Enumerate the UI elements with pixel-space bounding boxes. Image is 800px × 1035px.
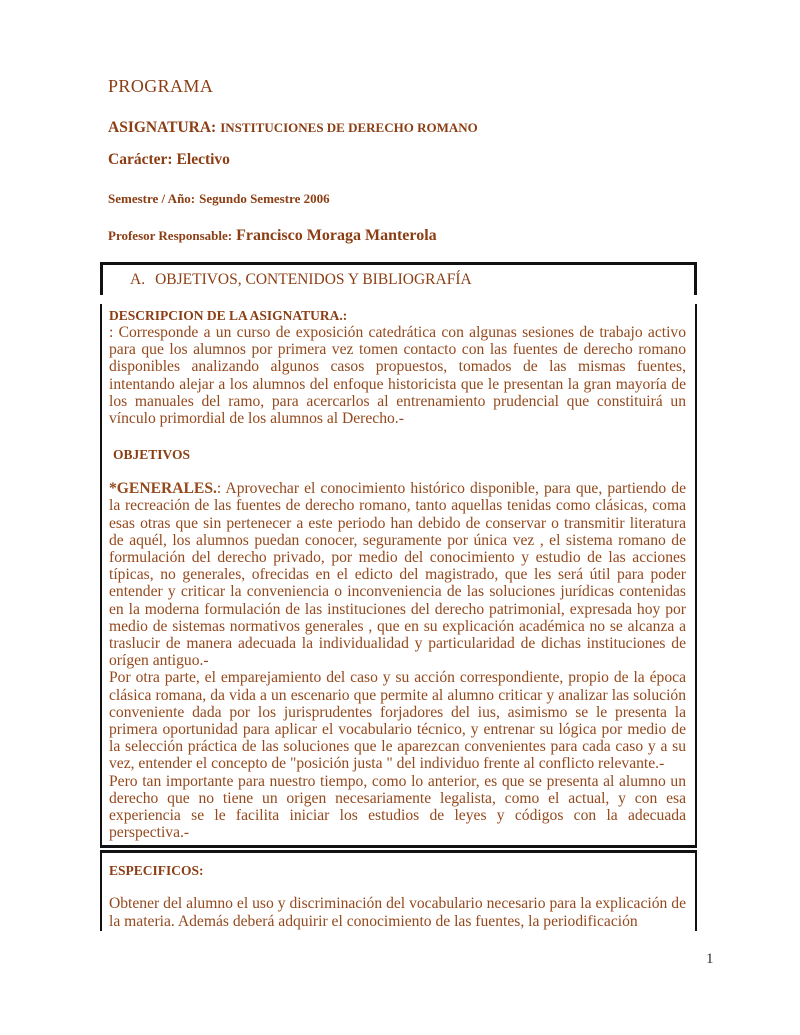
document-title: PROGRAMA xyxy=(108,76,214,96)
especificos-heading: ESPECIFICOS: xyxy=(109,863,204,879)
field-asignatura-value: INSTITUCIONES DE DERECHO ROMANO xyxy=(220,120,478,135)
section-a-letter: A. xyxy=(130,271,146,288)
generales-paragraph xyxy=(109,480,686,669)
especificos-body: Obtener del alumno el uso y discriminación del vocabulario necesario para la explicación de la materia. Además deberá adquirir el conocimiento de las fuentes, la periodificación xyxy=(109,895,686,930)
field-asignatura xyxy=(108,119,697,137)
section-a-title: OBJETIVOS, CONTENIDOS Y BIBLIOGRAFÍA xyxy=(155,271,472,288)
field-caracter-value: Electivo xyxy=(176,151,230,168)
field-semestre-value: Segundo Semestre 2006 xyxy=(199,191,330,206)
generales-label: *GENERALES. xyxy=(109,480,217,498)
objetivos-paragraph-2: Por otra parte, el emparejamiento del caso y su acción correspondiente, propio de la época clásica romana, da vida a un escenario que permite al alumno criticar y analizar las solución conveniente dada por los jurisprudentes forjadores del ius, asimismo se le presenta la primera oportunidad para aplicar el vocabulario técnico, y entrenar su lógica por medio de la selección práctica de las soluciones que le aparezcan convenientes para cada caso y a su vez, entender el concepto de "posición justa " del individuo frente al conflicto relevante.- xyxy=(109,669,686,773)
field-asignatura-label: ASIGNATURA: xyxy=(108,119,217,136)
description-heading: DESCRIPCION DE LA ASIGNATURA.: xyxy=(109,308,348,323)
section-a-header xyxy=(100,262,697,295)
objetivos-heading: OBJETIVOS xyxy=(113,447,191,463)
field-semestre-label: Semestre / Año: xyxy=(108,191,196,206)
field-profesor-value: Francisco Moraga Manterola xyxy=(236,227,437,244)
description-objectives-box xyxy=(100,304,697,848)
field-profesor-label: Profesor Responsable: xyxy=(108,228,233,243)
field-profesor xyxy=(108,227,697,245)
especificos-box xyxy=(100,850,697,931)
field-semestre xyxy=(108,190,697,208)
objetivos-paragraph-3: Pero tan importante para nuestro tiempo, como lo anterior, es que se presenta al alumno un derecho que no tiene un origen necesariamente legalista, como el actual, y con esa experiencia se le facilita iniciar los estudios de leyes y códigos con la adecuada perspectiva.- xyxy=(109,772,686,842)
description-body: : Corresponde a un curso de exposición catedrática con algunas sesiones de trabajo activo para que los alumnos por primera vez tomen contacto con las fuentes de derecho romano disponibles analizando algunos casos propuestos, tomados de las mismas fuentes, intentando alejar a los alumnos del enfoque historicista que le presentan la gran mayoría de los manuales del ramo, para acercarlos al entrenamiento prudencial que constituirá un vínculo primordial de los alumnos al Derecho.- xyxy=(109,324,686,428)
generales-body: : Aprovechar el conocimiento histórico disponible, para que, partiendo de la recreación de las fuentes de derecho romano, tanto aquellas tenidas como clásicas, coma esas otras que sin pertenecer a este periodo han debido de conservar o transmitir literatura de aquél, los alumnos puedan conocer, seguramente por única vez , el sistema romano de formulación del derecho privado, por medio del conocimiento y estudio de las acciones típicas, no generales, ofrecidas en el edicto del magistrado, que les será útil para poder entender y criticar la conveniencia o inconveniencia de las soluciones jurídicas contenidas en la moderna formulación de las instituciones del derecho patrimonial, expresada hoy por medio de sistemas normativos generales , que en su explicación académica no se alcanza a traslucir de manera adecuada la individualidad y particularidad de dichas instituciones de orígen antiguo.- xyxy=(109,480,686,670)
page-number: 1 xyxy=(706,951,714,967)
field-caracter-label: Carácter: xyxy=(108,151,173,168)
field-caracter xyxy=(108,151,697,169)
